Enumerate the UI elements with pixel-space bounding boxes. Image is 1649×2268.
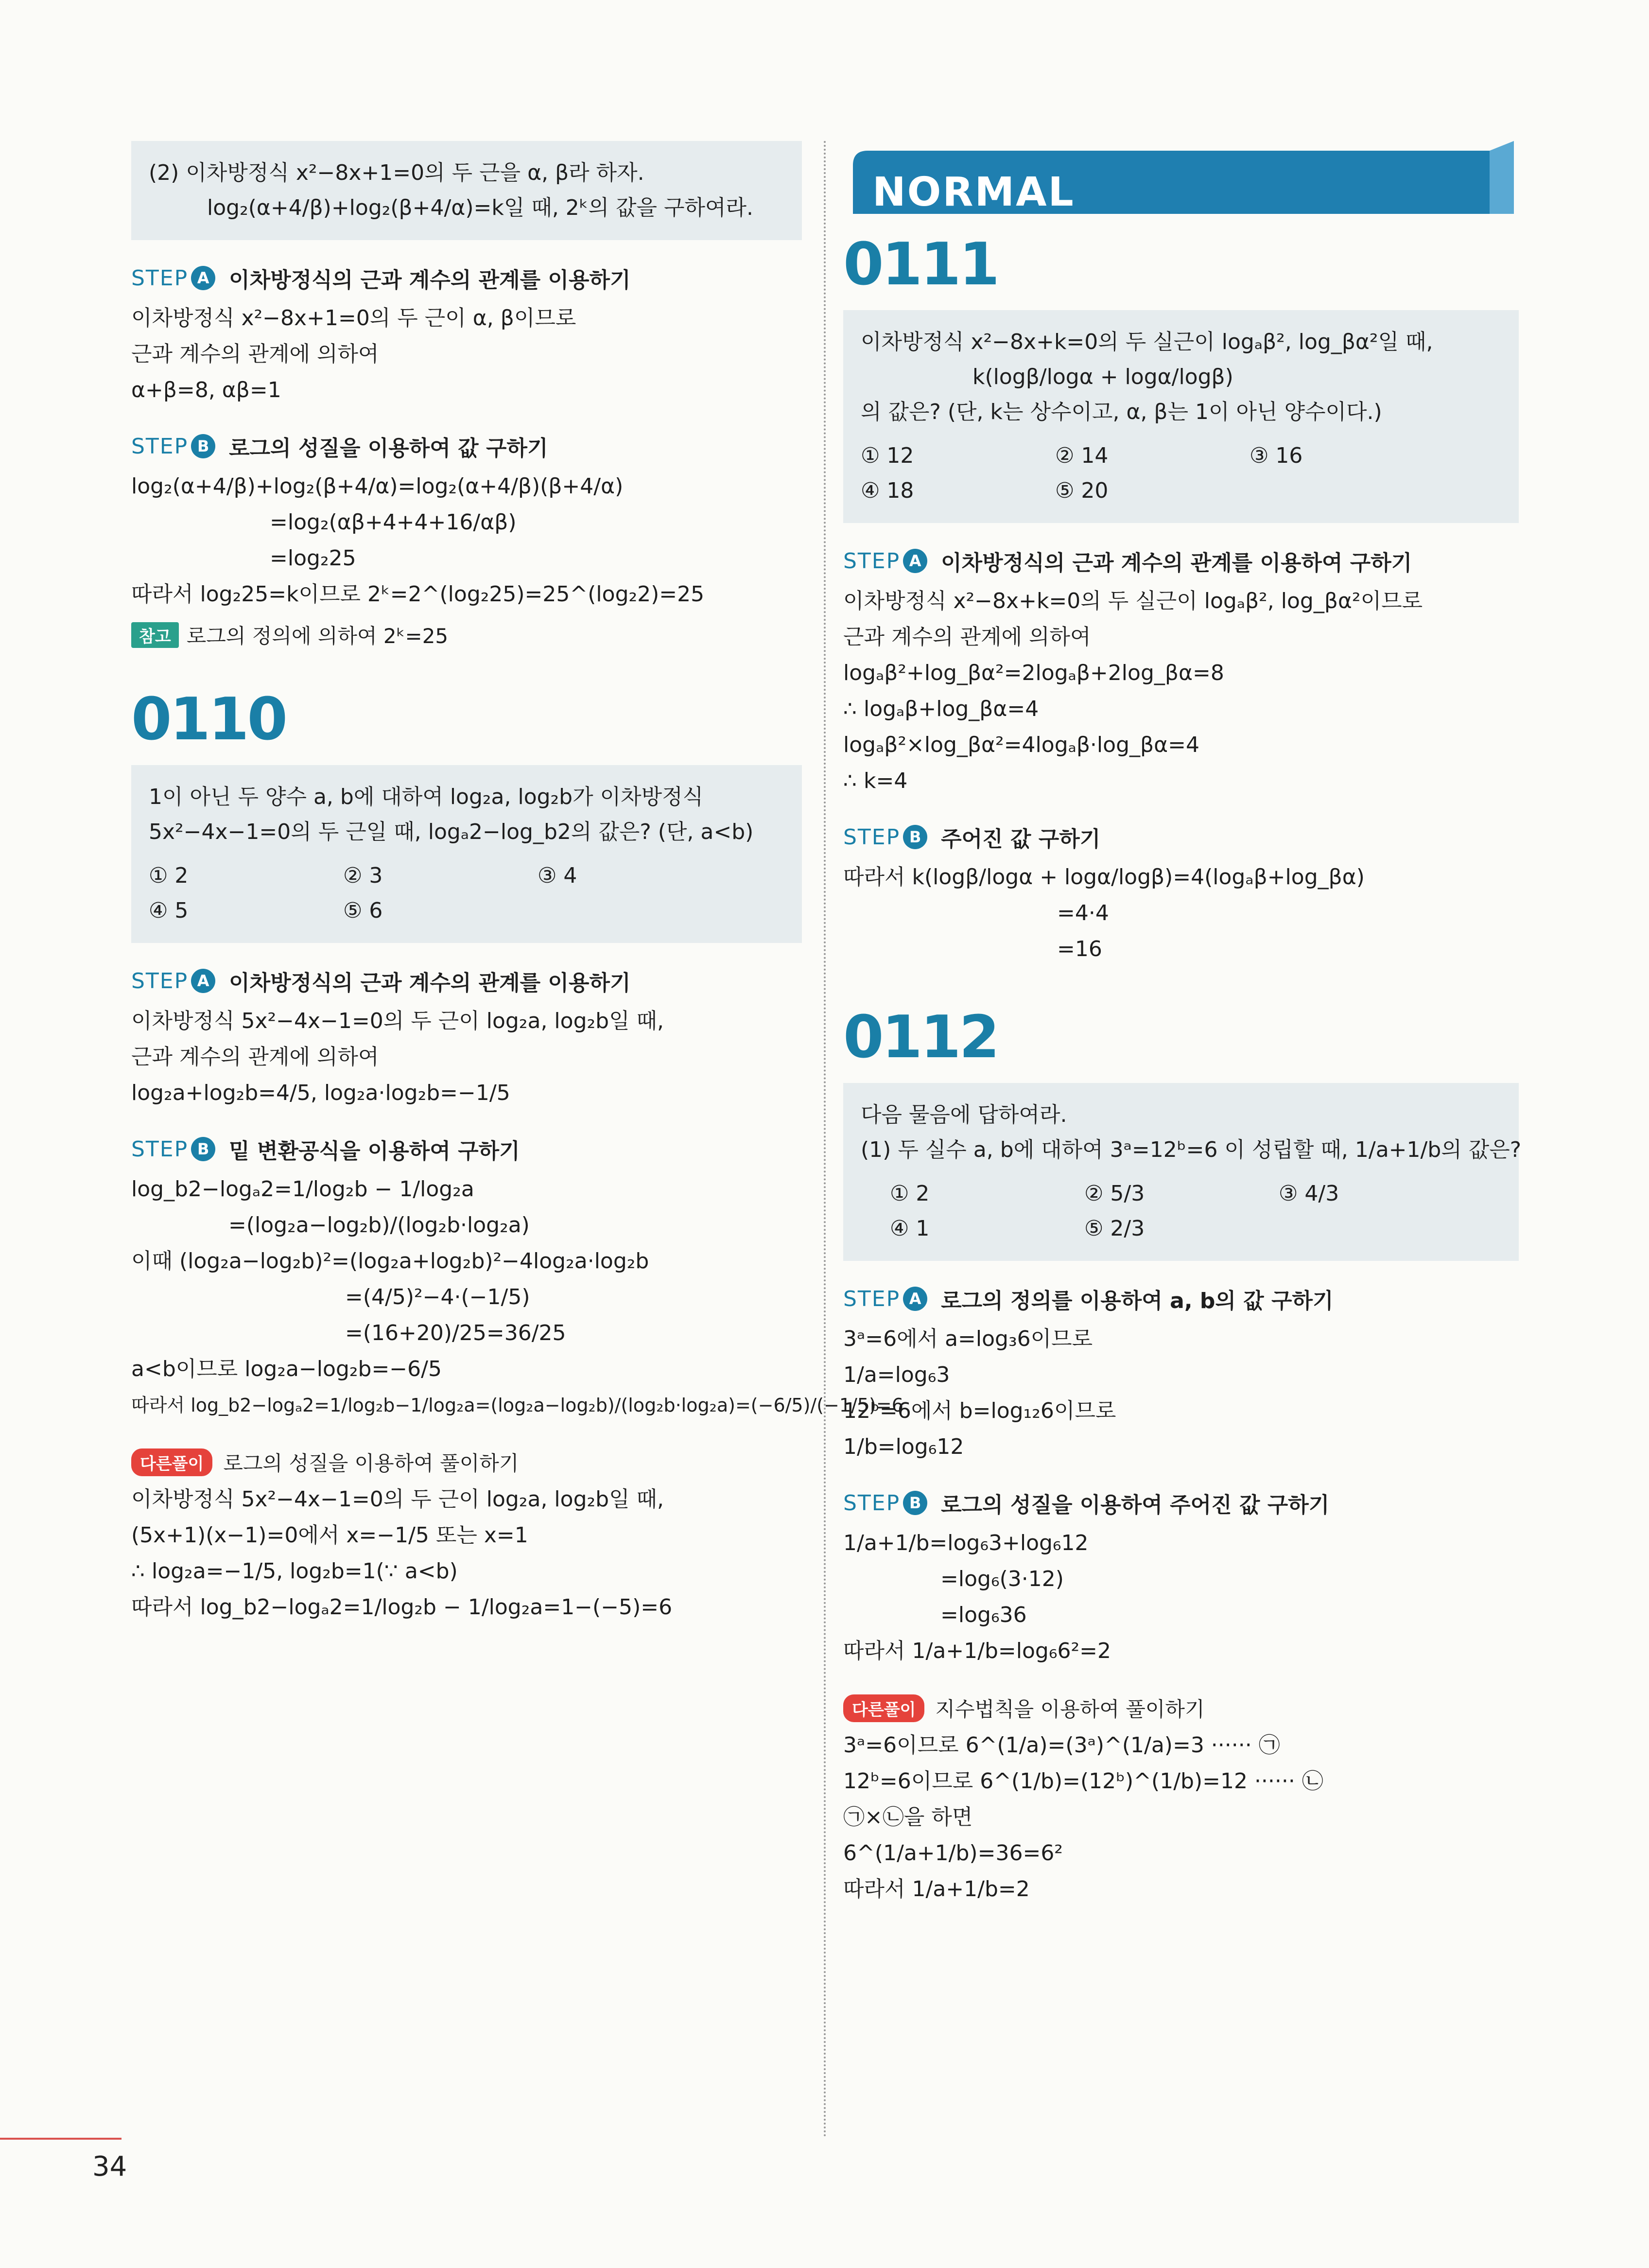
solution-line: ∴ logₐβ+log_βα=4: [843, 697, 1039, 721]
solution-line: 이차방정식 x²−8x+1=0의 두 근이 α, β이므로: [131, 306, 576, 331]
choice[interactable]: ④ 1: [890, 1216, 930, 1241]
solution-line: 3ᵃ=6이므로 6^(1/a)=(3ᵃ)^(1/a)=3 ······ ㉠: [843, 1733, 1280, 1758]
page-number-rule: [0, 2138, 122, 2140]
step-b-heading: STEP B 주어진 값 구하기: [843, 824, 1101, 852]
problem-line: 이차방정식 x²−8x+k=0의 두 실근이 logₐβ², log_βα²일 때,: [861, 330, 1433, 354]
solution-line: 12ᵇ=6에서 b=log₁₂6이므로: [843, 1398, 1116, 1423]
problem-0110-box: [131, 765, 802, 943]
solution-line: =4·4: [1057, 901, 1109, 925]
answer-choices: [861, 1176, 1501, 1246]
solution-line: =(16+20)/25=36/25: [345, 1321, 566, 1345]
solution-line: 이때 (log₂a−log₂b)²=(log₂a+log₂b)²−4log₂a·log₂b: [131, 1249, 649, 1274]
difficulty-banner: [843, 141, 1524, 224]
column-divider: [824, 141, 826, 2139]
choice[interactable]: ③ 4: [538, 863, 577, 888]
solution-line: 따라서 log_b2−logₐ2=1/log₂b−1/log₂a=(log₂a−log₂b)/(log₂b·log₂a)=(−6/5)/(−1/5)=6: [131, 1395, 903, 1416]
solution-line: (5x+1)(x−1)=0에서 x=−1/5 또는 x=1: [131, 1523, 528, 1548]
solution-line: 12ᵇ=6이므로 6^(1/b)=(12ᵇ)^(1/b)=12 ······ ㉡: [843, 1769, 1323, 1794]
step-a-heading: STEP A 로그의 정의를 이용하여 a, b의 값 구하기: [843, 1286, 1334, 1313]
reference-note: 참고 로그의 정의에 의하여 2ᵏ=25: [131, 620, 802, 649]
choice[interactable]: ⑤ 6: [343, 898, 383, 923]
alternative-badge: 다른풀이: [131, 1448, 212, 1476]
solution-line: =log₂(αβ+4+4+16/αβ): [270, 510, 517, 535]
alternative-solution-header: 다른풀이 로그의 성질을 이용하여 풀이하기: [131, 1448, 802, 1477]
solution-line: =16: [1057, 937, 1102, 961]
solution-line: 근과 계수의 관계에 의하여: [843, 625, 1091, 649]
choice[interactable]: ④ 5: [149, 898, 189, 923]
solution-line: 근과 계수의 관계에 의하여: [131, 1045, 379, 1069]
problem-line: 의 값은? (단, k는 상수이고, α, β는 1이 아닌 양수이다.): [861, 400, 1382, 424]
solution-line: logₐβ²×log_βα²=4logₐβ·log_βα=4: [843, 733, 1199, 757]
solution-line: 1/a+1/b=log₆3+log₆12: [843, 1531, 1089, 1555]
banner-label: NORMAL: [872, 169, 1075, 215]
page-number: 34: [92, 2151, 127, 2182]
problem-line: 1이 아닌 두 양수 a, b에 대하여 log₂a, log₂b가 이차방정식: [149, 785, 704, 809]
solution-line: =log₆36: [940, 1603, 1027, 1627]
problem-0111-box: [843, 310, 1519, 523]
step-a-heading: STEP A 이차방정식의 근과 계수의 관계를 이용하기: [131, 265, 631, 293]
problem-number-0111: 0111: [843, 231, 998, 298]
step-b-heading: STEP B 로그의 성질을 이용하여 값 구하기: [131, 434, 548, 461]
solution-line: ∴ log₂a=−1/5, log₂b=1(∵ a<b): [131, 1559, 458, 1584]
solution-line: 1/a=log₆3: [843, 1362, 950, 1387]
solution-line: =(4/5)²−4·(−1/5): [345, 1285, 530, 1309]
problem-line: (2) 이차방정식 x²−8x+1=0의 두 근을 α, β라 하자.: [149, 160, 644, 185]
solution-line: log₂a+log₂b=4/5, log₂a·log₂b=−1/5: [131, 1081, 510, 1105]
choice[interactable]: ⑤ 2/3: [1084, 1216, 1145, 1241]
choice[interactable]: ④ 18: [861, 478, 914, 503]
choice[interactable]: ① 12: [861, 443, 914, 468]
solution-line: 따라서 log₂25=k이므로 2ᵏ=2^(log₂25)=25^(log₂2)=25: [131, 582, 705, 607]
solution-line: 6^(1/a+1/b)=36=6²: [843, 1841, 1063, 1866]
problem-line: 5x²−4x−1=0의 두 근일 때, logₐ2−log_b2의 값은? (단, a<b): [149, 820, 754, 844]
solution-line: 이차방정식 5x²−4x−1=0의 두 근이 log₂a, log₂b일 때,: [131, 1487, 664, 1512]
solution-line: 따라서 log_b2−logₐ2=1/log₂b − 1/log₂a=1−(−5)=6: [131, 1595, 673, 1620]
choice[interactable]: ① 2: [890, 1181, 930, 1206]
solution-line: =(log₂a−log₂b)/(log₂b·log₂a): [228, 1213, 530, 1238]
solution-line: log₂(α+4/β)+log₂(β+4/α)=log₂(α+4/β)(β+4/α): [131, 474, 624, 499]
alternative-solution-header: 다른풀이 지수법칙을 이용하여 풀이하기: [843, 1693, 1519, 1723]
problem-0112-box: [843, 1083, 1522, 1261]
solution-line: a<b이므로 log₂a−log₂b=−6/5: [131, 1357, 442, 1381]
solution-line: 1/b=log₆12: [843, 1434, 964, 1459]
problem-number-0112: 0112: [843, 1004, 998, 1071]
problem-line: k(logβ/logα + logα/logβ): [972, 365, 1233, 389]
solution-line: 따라서 k(logβ/logα + logα/logβ)=4(logₐβ+log_βα): [843, 865, 1365, 890]
answer-choices: [149, 858, 784, 928]
step-a-heading: STEP A 이차방정식의 근과 계수의 관계를 이용하여 구하기: [843, 548, 1412, 576]
choice[interactable]: ⑤ 20: [1055, 478, 1109, 503]
solution-line: 따라서 1/a+1/b=2: [843, 1877, 1030, 1902]
solution-line: logₐβ²+log_βα²=2logₐβ+2log_βα=8: [843, 661, 1224, 685]
right-column: [843, 141, 1522, 1907]
problem-line: 다음 물음에 답하여라.: [861, 1102, 1067, 1127]
problem-number-0110: 0110: [131, 686, 286, 753]
choice[interactable]: ① 2: [149, 863, 189, 888]
answer-choices: [861, 438, 1501, 508]
choice[interactable]: ② 5/3: [1084, 1181, 1145, 1206]
choice[interactable]: ③ 4/3: [1279, 1181, 1339, 1206]
alternative-badge: 다른풀이: [843, 1694, 924, 1722]
step-a-heading: STEP A 이차방정식의 근과 계수의 관계를 이용하기: [131, 968, 631, 995]
solution-line: =log₆(3·12): [940, 1567, 1064, 1591]
problem-line: (1) 두 실수 a, b에 대하여 3ᵃ=12ᵇ=6 이 성립할 때, 1/a+1/b의 값은?: [861, 1137, 1522, 1162]
solution-line: 3ᵃ=6에서 a=log₃6이므로: [843, 1326, 1093, 1351]
solution-line: 근과 계수의 관계에 의하여: [131, 342, 379, 366]
solution-line: ㉠×㉡을 하면: [843, 1805, 973, 1830]
solution-line: 이차방정식 x²−8x+k=0의 두 실근이 logₐβ², log_βα²이므로: [843, 589, 1423, 613]
solution-line: log_b2−logₐ2=1/log₂b − 1/log₂a: [131, 1177, 474, 1202]
problem-0109-part2-box: [131, 141, 802, 240]
solution-line: α+β=8, αβ=1: [131, 378, 281, 402]
choice[interactable]: ③ 16: [1250, 443, 1303, 468]
solution-line: ∴ k=4: [843, 768, 908, 793]
solution-line: =log₂25: [270, 546, 356, 571]
reference-badge: 참고: [131, 622, 179, 648]
solution-line: 따라서 1/a+1/b=log₆6²=2: [843, 1639, 1111, 1663]
solution-line: 이차방정식 5x²−4x−1=0의 두 근이 log₂a, log₂b일 때,: [131, 1009, 664, 1033]
step-b-heading: STEP B 밑 변환공식을 이용하여 구하기: [131, 1136, 520, 1164]
choice[interactable]: ② 3: [343, 863, 383, 888]
choice[interactable]: ② 14: [1055, 443, 1109, 468]
step-b-heading: STEP B 로그의 성질을 이용하여 주어진 값 구하기: [843, 1490, 1330, 1518]
problem-line: log₂(α+4/β)+log₂(β+4/α)=k일 때, 2ᵏ의 값을 구하여라.: [207, 195, 754, 220]
